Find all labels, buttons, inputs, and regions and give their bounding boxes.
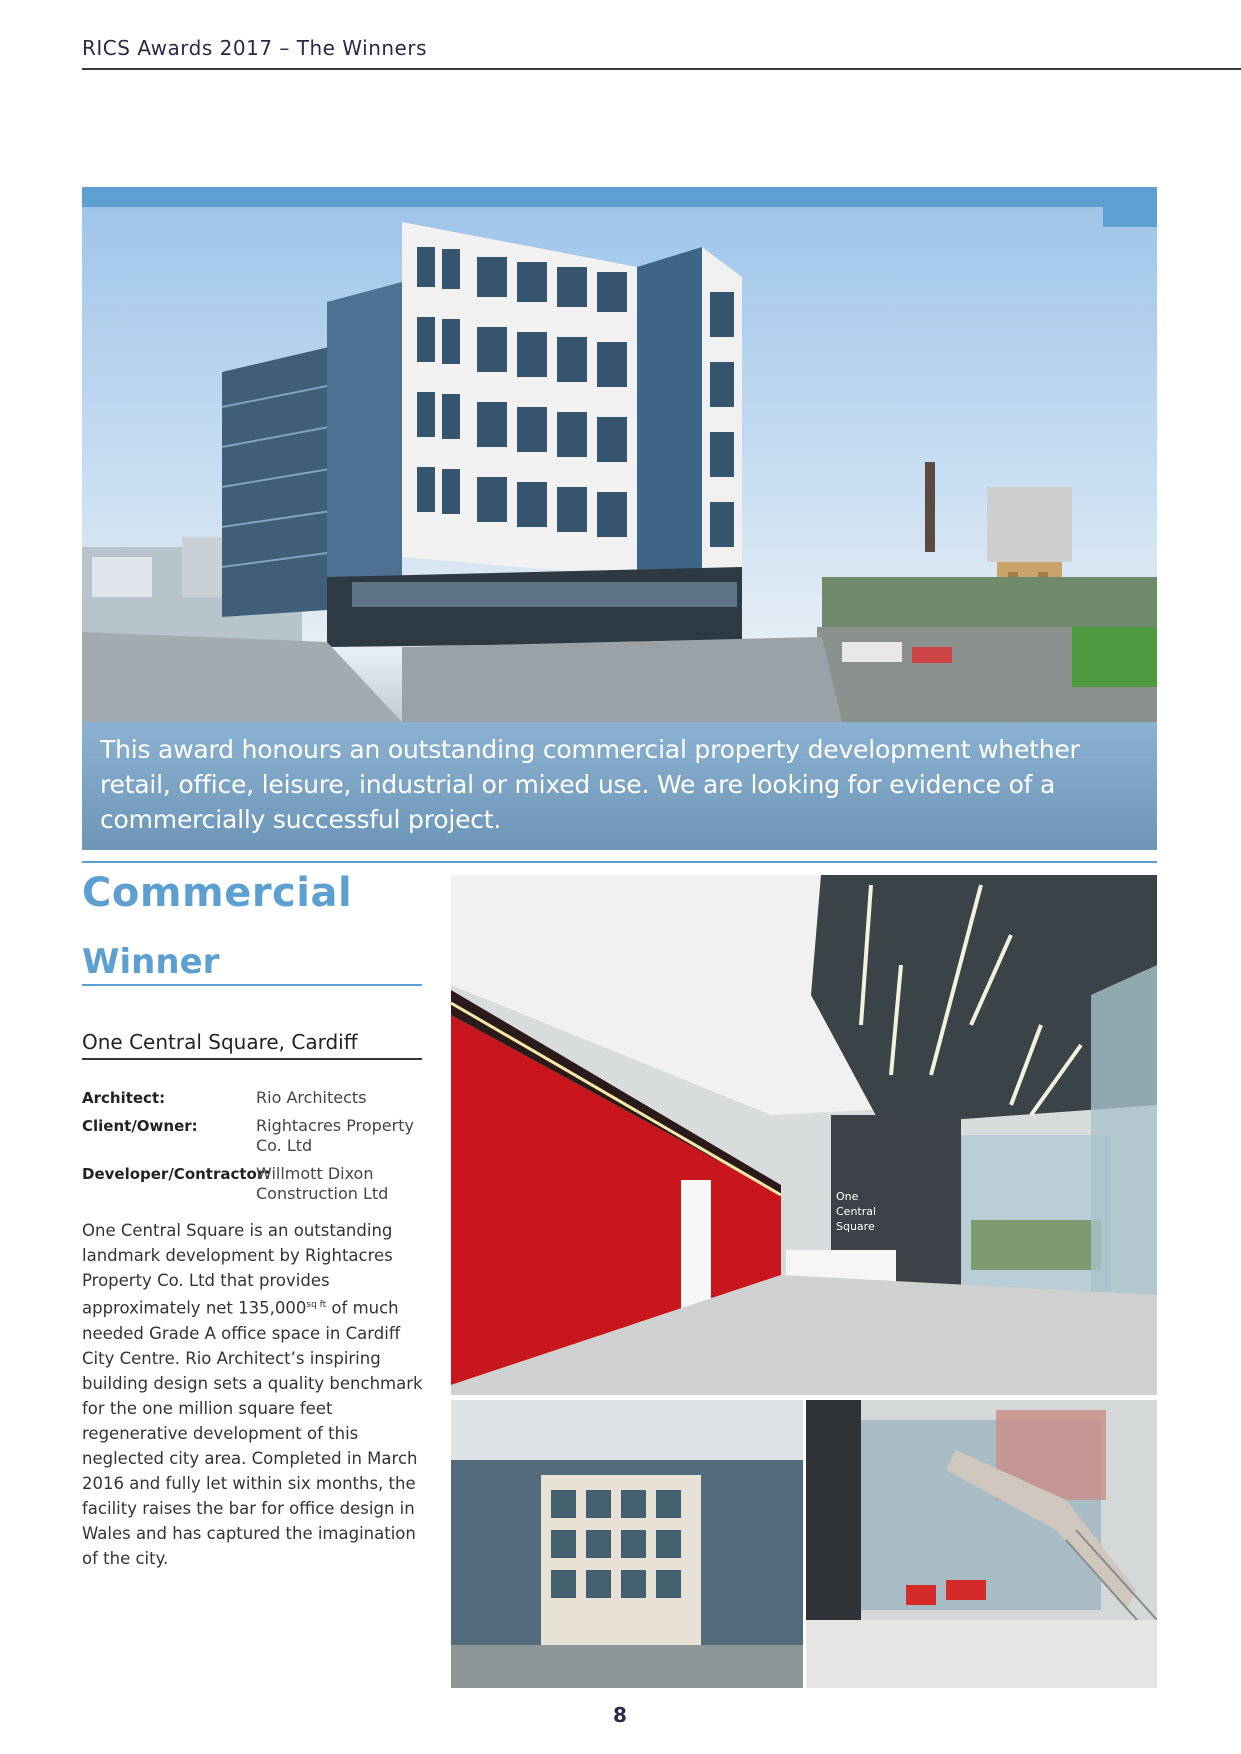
lobby-sign-line-1: One: [836, 1190, 859, 1203]
credit-row-developer: [82, 1164, 427, 1204]
lobby-sign-line-2: Central: [836, 1205, 877, 1218]
credit-label: Client/Owner:: [82, 1117, 198, 1135]
hero-photo: [82, 187, 1157, 850]
hero-caption: This award honours an outstanding commercial property development whether retail, office, leisure, industrial or mixed use. We are looking for evidence of a commercially successful project.: [100, 735, 1080, 834]
exterior-photo: [451, 1400, 803, 1688]
credit-value: Willmott Dixon Construction Ltd: [256, 1164, 389, 1203]
exterior-illustration: [451, 1400, 803, 1688]
lobby-illustration: [451, 875, 1157, 1395]
atrium-illustration: [806, 1400, 1157, 1688]
credit-value: Rightacres Property Co. Ltd: [256, 1116, 414, 1155]
status-rule: [82, 984, 422, 986]
project-name: One Central Square, Cardiff: [82, 1030, 358, 1054]
header-rule: [82, 68, 1241, 70]
project-credits: [82, 1088, 427, 1212]
credit-label: Architect:: [82, 1089, 166, 1107]
category-title: Commercial: [82, 870, 353, 916]
credit-row-client: [82, 1116, 427, 1156]
description-part-1: One Central Square is an outstanding landmark development by Rightacres Property Co. Ltd that provides approximately net 135,000: [82, 1221, 393, 1318]
area-unit: sq ft: [306, 1300, 327, 1310]
hero-divider: [82, 861, 1157, 863]
project-name-rule: [82, 1058, 422, 1060]
hero-caption-panel: [82, 722, 1157, 850]
hero-accent-tab: [1103, 207, 1157, 227]
page-header: RICS Awards 2017 – The Winners: [82, 36, 427, 60]
lobby-sign-line-3: Square: [836, 1220, 875, 1233]
award-status: Winner: [82, 942, 220, 982]
atrium-photo: [806, 1400, 1157, 1688]
lobby-photo: [451, 875, 1157, 1395]
credit-row-architect: [82, 1088, 427, 1108]
hero-accent-bar: [82, 187, 1157, 207]
page-number: 8: [613, 1703, 627, 1727]
credit-label: Developer/Contractor:: [82, 1165, 271, 1183]
credit-value: Rio Architects: [256, 1088, 367, 1107]
description-part-2: of much needed Grade A office space in Cardiff City Centre. Rio Architect’s inspiring building design sets a quality benchmark for the one million square feet regenerative development of this neglected city area. Completed in March 2016 and fully let within six months, the facility raises the bar for office design in Wales and has captured the imagination of the city.: [82, 1298, 423, 1568]
project-description: [82, 1218, 427, 1571]
